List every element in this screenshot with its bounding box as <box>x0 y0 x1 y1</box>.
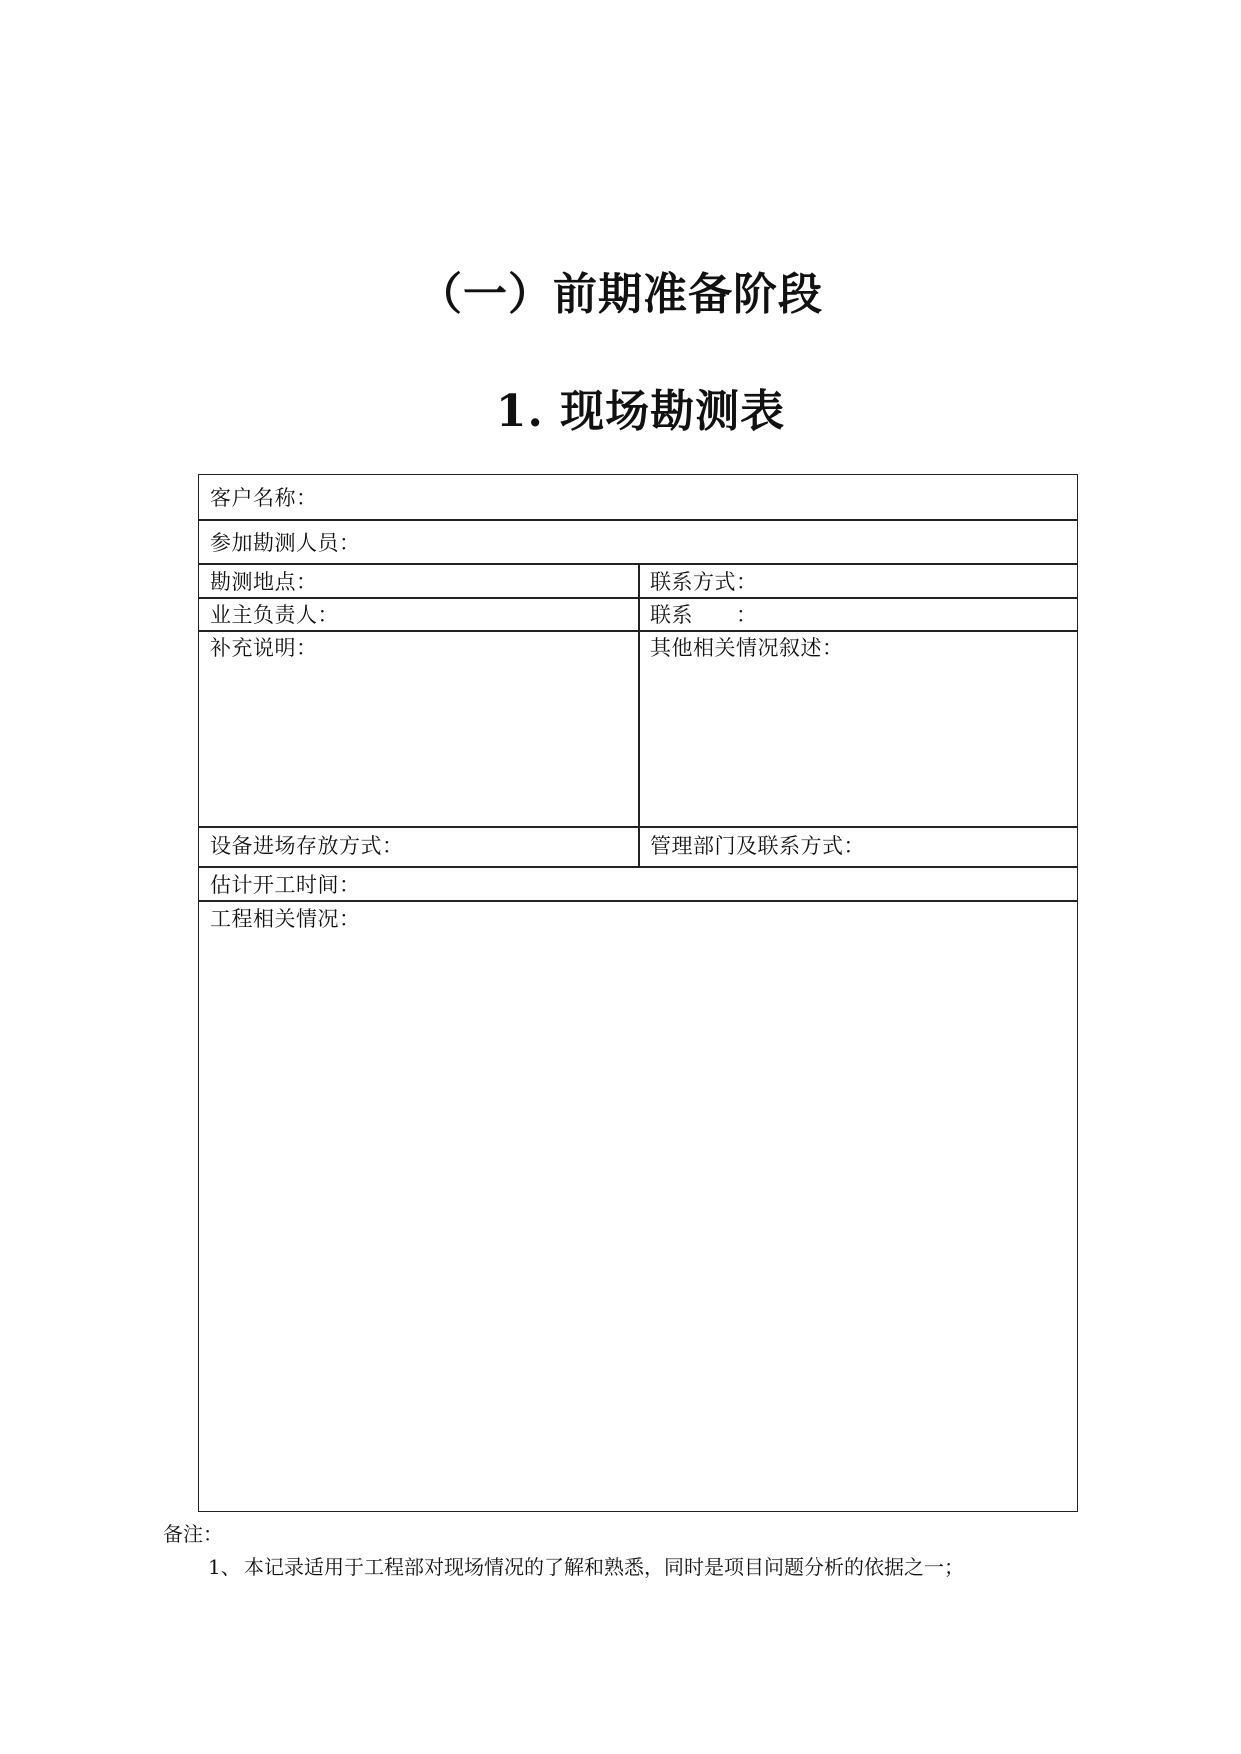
estimated-start-field[interactable]: 估计开工时间： <box>210 873 361 897</box>
equipment-storage-field[interactable]: 设备进场存放方式： <box>210 834 404 858</box>
supplementary-notes-field[interactable]: 补充说明： <box>210 636 318 660</box>
table-heading: 1. 现场勘测表 <box>495 386 786 437</box>
other-situation-field[interactable]: 其他相关情况叙述： <box>650 636 844 660</box>
row-divider <box>199 900 1077 902</box>
owner-in-charge-field[interactable]: 业主负责人： <box>210 603 339 627</box>
notes-title: 备注： <box>163 1522 223 1546</box>
contact-field[interactable]: 联系 ： <box>650 603 758 627</box>
customer-name-field[interactable]: 客户名称： <box>210 486 318 510</box>
row-divider <box>199 519 1077 521</box>
survey-location-field[interactable]: 勘测地点： <box>210 570 318 594</box>
note-text: 本记录适用于工程部对现场情况的了解和熟悉，同时是项目问题分析的依据之一； <box>244 1555 964 1579</box>
note-item <box>208 1551 964 1580</box>
section-heading: （一）前期准备阶段 <box>418 269 823 320</box>
survey-participants-field[interactable]: 参加勘测人员： <box>210 531 361 555</box>
contact-method-field[interactable]: 联系方式： <box>650 570 758 594</box>
note-number: 1、 <box>208 1555 241 1579</box>
row-divider <box>199 866 1077 868</box>
project-situation-field[interactable]: 工程相关情况： <box>210 907 361 931</box>
site-survey-form <box>198 474 1078 1512</box>
column-divider <box>638 563 640 866</box>
management-contact-field[interactable]: 管理部门及联系方式： <box>650 834 865 858</box>
